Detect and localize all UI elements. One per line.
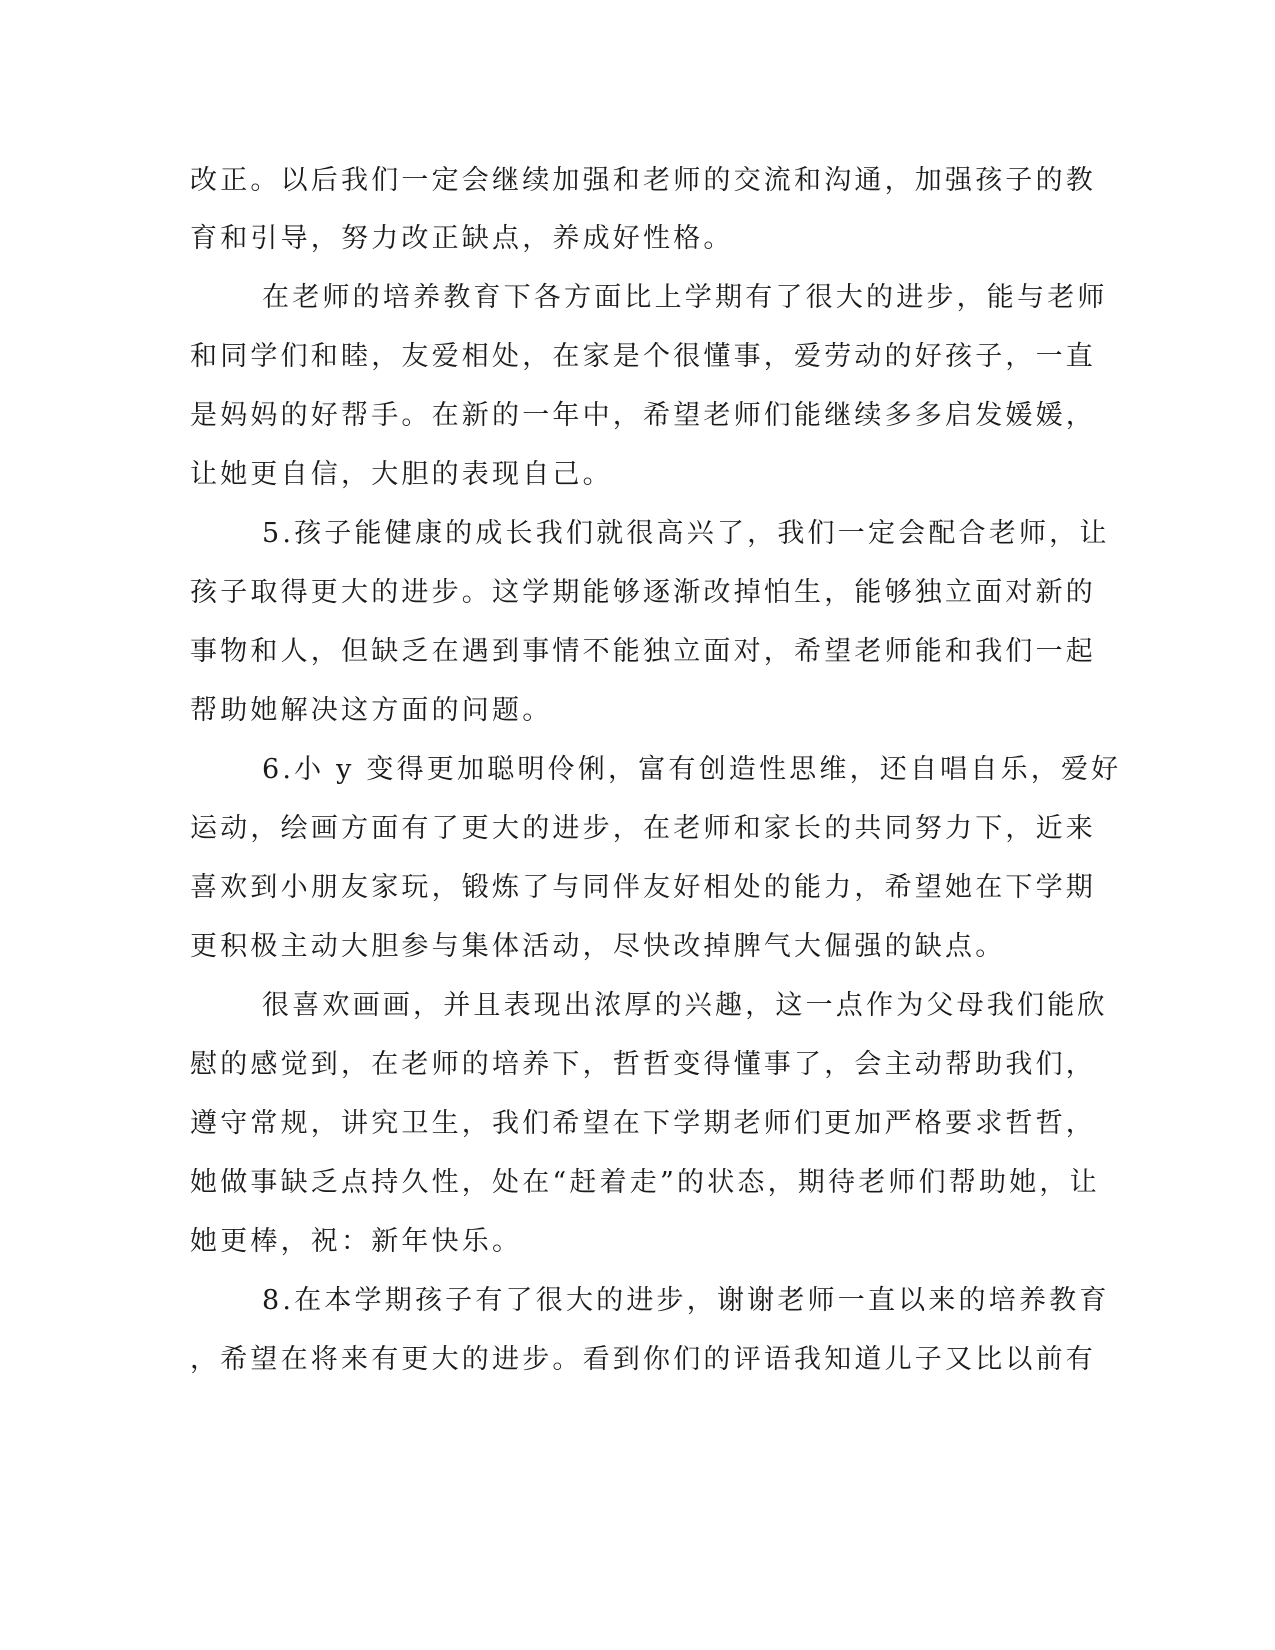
paragraph-first-line: 很喜欢画画，并且表现出浓厚的兴趣，这一点作为父母我们能欣	[262, 990, 1108, 1021]
text-line: 是妈妈的好帮手。在新的一年中，希望老师们能继续多多启发媛媛，	[190, 400, 1096, 431]
text-line: 喜欢到小朋友家玩，锻炼了与同伴友好相处的能力，希望她在下学期	[190, 872, 1096, 903]
text-line: 孩子取得更大的进步。这学期能够逐渐改掉怕生，能够独立面对新的	[190, 577, 1096, 608]
paragraph-first-line: 6.小 y 变得更加聪明伶俐，富有创造性思维，还自唱自乐，爱好	[262, 754, 1122, 785]
text-line: 更积极主动大胆参与集体活动，尽快改掉脾气大倔强的缺点。	[190, 931, 1006, 962]
paragraph-first-line: 8.在本学期孩子有了很大的进步，谢谢老师一直以来的培养教育	[262, 1285, 1110, 1316]
text-line: 遵守常规，讲究卫生，我们希望在下学期老师们更加严格要求哲哲，	[190, 1108, 1096, 1139]
text-line: 事物和人，但缺乏在遇到事情不能独立面对，希望老师能和我们一起	[190, 636, 1096, 667]
text-line: 她做事缺乏点持久性，处在“赶着走”的状态，期待老师们帮助她，让	[190, 1167, 1100, 1198]
paragraph-first-line: 5.孩子能健康的成长我们就很高兴了，我们一定会配合老师，让	[262, 518, 1110, 549]
text-line: 慰的感觉到，在老师的培养下，哲哲变得懂事了，会主动帮助我们，	[190, 1049, 1096, 1080]
text-line: 改正。以后我们一定会继续加强和老师的交流和沟通，加强孩子的教	[190, 165, 1096, 196]
text-line: 帮助她解决这方面的问题。	[190, 695, 553, 726]
text-line: ，希望在将来有更大的进步。看到你们的评语我知道儿子又比以前有	[190, 1344, 1096, 1375]
text-line: 育和引导，努力改正缺点，养成好性格。	[190, 223, 734, 254]
text-line: 运动，绘画方面有了更大的进步，在老师和家长的共同努力下，近来	[190, 813, 1096, 844]
text-line: 她更棒，祝：新年快乐。	[190, 1226, 523, 1257]
text-line: 和同学们和睦，友爱相处，在家是个很懂事，爱劳动的好孩子，一直	[190, 341, 1096, 372]
paragraph-first-line: 在老师的培养教育下各方面比上学期有了很大的进步，能与老师	[262, 282, 1108, 313]
text-line: 让她更自信，大胆的表现自己。	[190, 459, 613, 490]
